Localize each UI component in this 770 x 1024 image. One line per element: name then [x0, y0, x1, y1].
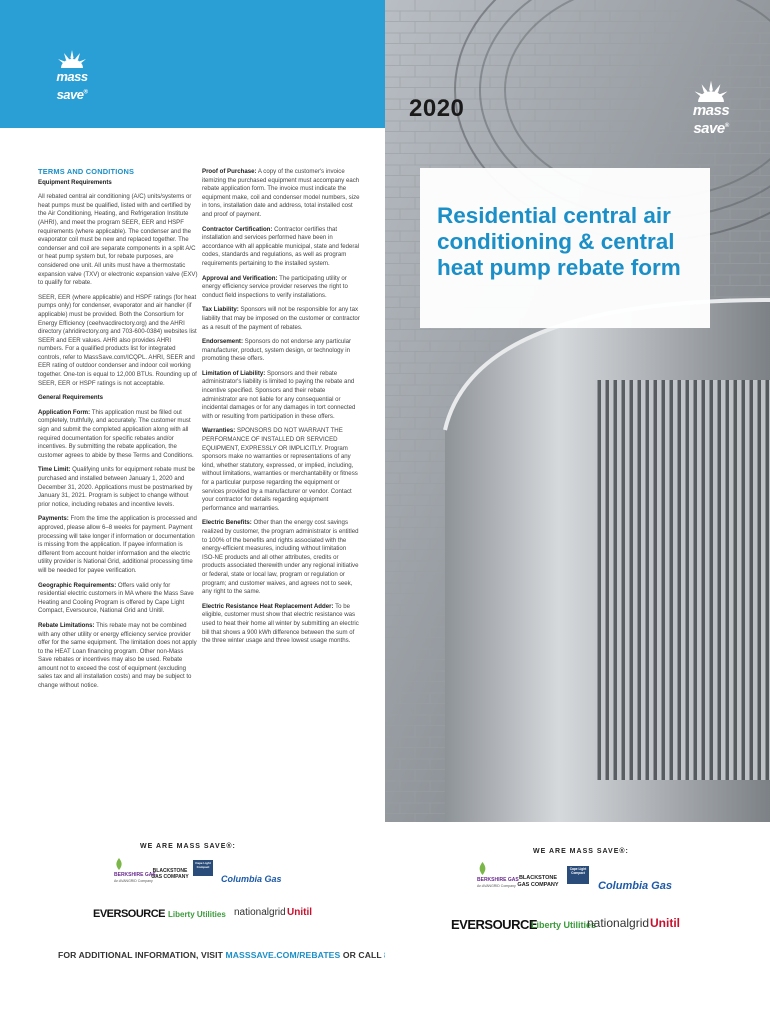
rebates-link[interactable]: MASSSAVE.COM/REBATES: [225, 950, 341, 960]
clause-text: Sponsors and their rebate administrator's liability is limited to paying the rebate and incentive specified. Sponsors and their rebate administrator are not liable for any consequential or incidental damages or for any damages in tort connected with or resulting from participation in these offers.: [202, 369, 356, 420]
columbia-gas-logo: Columbia Gas: [598, 880, 672, 892]
clause-text: Qualifying units for equipment rebate must be purchased and installed between January 1, 2020 and December 31, 2020. Applications must be postmarked by January 31, 2021. Program is subject to change without prior notice, including rebates and incentive levels.: [38, 466, 196, 508]
clause-text: Sponsors will not be responsible for any tax liability that may be imposed on the customer or contractor as a result of the payment of rebates.: [202, 306, 360, 331]
contractor-certification-clause: [202, 226, 360, 269]
equipment-paragraph-2: SEER, EER (where applicable) and HSPF ratings (for heat pumps only) for condenser, evaporator and air handler (if applicable) must be provided. Both the Consortium for Energy Efficiency (ceehvacdirectory.org) and the AHRI directory (ahridirectory.org and 703-600-0384) websites list SEER and EER values. AHRI also provides AHRI numbers. For a qualified products list for integrated controls, refer to MassSave.com/ICQPL. AHRI, SEER and EER rating of outdoor condenser and indoor coil working together. One-ton is equal to 12,000 BTUs. Rounding up of SEER, EER or HSPF ratings is not acceptable.: [38, 293, 197, 387]
electric-benefits-clause: [202, 519, 360, 596]
clause-label: Electric Benefits:: [202, 519, 252, 527]
unitil-logo: Unitil: [650, 916, 680, 930]
trademark-cover: ®: [724, 123, 729, 129]
cape-light-compact-logo: Cape Light Compact: [193, 860, 213, 876]
clause-text: The participating utility or energy efficiency service provider reserves the right to conduct field inspections to verify installations.: [202, 274, 348, 299]
general-heading: General Requirements: [38, 394, 104, 402]
electric-resistance-clause: [202, 603, 360, 646]
blackstone-gas-logo: BLACKSTONE GAS COMPANY: [517, 875, 559, 888]
clause-text: Contractor certifies that installation and services performed have been in accordance with all applicable municipal, state and federal codes, standards and regulations, as well as program requirements pertaining to the installed system.: [202, 225, 360, 267]
info-middle: OR CALL: [340, 950, 385, 960]
form-title: Residential central air conditioning & central heat pump rebate form: [437, 203, 681, 280]
berkshire-name: BERKSHIRE GAS: [114, 872, 156, 878]
terms-column-1: [38, 168, 198, 697]
eversource-logo: EVERSOURCE: [451, 917, 538, 932]
eversource-logo: EVERSOURCE: [93, 908, 166, 920]
cover-panel: [385, 0, 770, 1024]
limitation-liability-clause: [202, 370, 360, 422]
clause-label: Warranties:: [202, 427, 236, 435]
clause-text: Offers valid only for residential electric customers in MA where the Mass Save Heating and Cooling Program is offered by Cape Light Compact, Eversource, National Grid and Unitil.: [38, 581, 194, 615]
berkshire-sub: An AVANGRID Company: [114, 879, 153, 883]
clause-text: Other than the energy cost savings realized by customer, the program administrator is entitled to 100% of the benefits and rights associated with the energy-efficient measures, including without limitation ISO-NE products and all other attributes, credits or products associated therewith under any regional initiative or federal, state or local law, program or regulation or program; and customer waives, and agrees not to seek, any right to the same.: [202, 519, 359, 596]
clause-label: Application Form:: [38, 408, 91, 416]
clause-label: Contractor Certification:: [202, 225, 273, 233]
partners-heading: WE ARE MASS SAVE®:: [140, 843, 236, 850]
clause-label: Electric Resistance Heat Replacement Adder:: [202, 602, 334, 610]
equipment-paragraph-1: All rebated central air conditioning (A/C) units/systems or heat pumps must be qualified, listed with and certified by the Air Conditioning, Heating, and Refrigeration Institute (AHRI), and meet the program SEER, EER and HSPF requirements (where applicable). The condenser and the evaporator coil must be new and replaced together. The condenser and coil are separate components in a split A/C or heat pump system but, for rebate purposes, are considered one unit. All units must have a thermostatic expansion valve (TXV) or electronic expansion valve (EXV) to qualify for rebate.: [38, 193, 198, 287]
blackstone-gas-logo: BLACKSTONE GAS COMPANY: [151, 868, 189, 880]
unitil-logo: Unitil: [287, 907, 312, 918]
clause-label: Limitation of Liability:: [202, 369, 266, 377]
brand-name-cover: mass save: [692, 102, 730, 137]
clause-text: SPONSORS DO NOT WARRANT THE PERFORMANCE OF INSTALLED OR SERVICED EQUIPMENT, EXPRESSLY OR IMPLICITLY. Program sponsors make no warranties or representations of any kind, whether statutory, expressed, or implied, including, without limitations, warranties or merchantability or fitness for a particular purpose regarding the equipment or services provided by a manufacturer or vendor. Contact your contractor for details regarding equipment performance and warranties.: [202, 427, 358, 512]
sun-burst-icon: [691, 76, 731, 102]
partners-heading-cover: WE ARE MASS SAVE®:: [533, 848, 629, 855]
clause-text: Sponsors do not endorse any particular manufacturer, product, system design, or technology in promoting these offers.: [202, 338, 352, 363]
clause-text: To be eligible, customer must show that electric resistance was used to heat their home all winter by submitting an electric bill that shows a 900 kWh difference between the sum of the three winter usage and three lowest usage months.: [202, 602, 359, 645]
clause-label: Proof of Purchase:: [202, 168, 257, 175]
clause-text: This application must be filled out completely, truthfully, and accurately. The customer must sign and submit the completed application along with all required documentation for specific rebates and/or incentives. By submitting the rebate application, the customer agrees to abide by these Terms and Conditions.: [38, 408, 194, 459]
info-prefix: FOR ADDITIONAL INFORMATION, VISIT: [58, 950, 226, 960]
clause-label: Endorsement:: [202, 338, 243, 346]
clause-text: A copy of the customer's invoice itemizing the purchased equipment must accompany each rebate application form. The invoice must indicate the equipment make, coil and condenser model numbers, size in tons, installation date and address, total installed cost and proof of payment.: [202, 168, 360, 218]
clause-label: Approval and Verification:: [202, 274, 278, 282]
additional-info: [58, 950, 441, 960]
liberty-utilities-logo: Liberty Utilities: [531, 920, 597, 930]
clause-label: Time Limit:: [38, 466, 71, 474]
proof-of-purchase-clause: [202, 168, 360, 220]
cape-light-compact-logo: Cape Light Compact: [567, 866, 589, 884]
flame-icon: [477, 862, 488, 875]
equipment-heading: Equipment Requirements: [38, 178, 112, 186]
geographic-clause: [38, 582, 198, 616]
clause-text: This rebate may not be combined with any other utility or energy efficiency service provider offer for the same equipment. The limitation does not apply to the HEAT Loan financing program. Other non-Mass Save rebates or incentives may also be used. Rebate amount not to exceed the cost of equipment (excluding sales tax and all installation costs) and may be subject to change without notice.: [38, 621, 197, 690]
flame-icon: [114, 858, 124, 870]
year-label: 2020: [409, 95, 465, 122]
trademark: ®: [83, 89, 88, 96]
columbia-gas-logo: Columbia Gas: [221, 874, 282, 884]
terms-title: TERMS AND CONDITIONS: [38, 167, 135, 176]
warranties-clause: [202, 427, 360, 513]
clause-label: Rebate Limitations:: [38, 621, 95, 629]
clause-label: Tax Liability:: [202, 306, 239, 314]
berkshire-name: BERKSHIRE GAS: [477, 877, 519, 883]
liberty-utilities-logo: Liberty Utilities: [168, 910, 226, 919]
berkshire-sub: An AVANGRID Company: [477, 884, 516, 888]
national-grid-logo: nationalgrid: [587, 916, 650, 930]
clause-text: From the time the application is processed and approved, please allow 6–8 weeks for payment. Payment processing will take longer if information or documentation is missing from the application. If payee information is different from account holder information and the electric utility provider is National Grid, additional processing time will be needed for payee verification.: [38, 515, 197, 574]
clause-label: Payments:: [38, 515, 69, 523]
application-form-clause: [38, 409, 198, 461]
terms-column-2: [202, 168, 360, 652]
tax-liability-clause: [202, 306, 360, 332]
payments-clause: [38, 515, 198, 575]
approval-verification-clause: [202, 275, 360, 301]
berkshire-gas-logo: [114, 858, 154, 884]
sun-burst-icon: [55, 46, 89, 68]
national-grid-logo: nationalgrid: [234, 907, 286, 918]
clause-label: Geographic Requirements:: [38, 581, 117, 589]
time-limit-clause: [38, 466, 198, 509]
mass-save-logo-cover: [675, 76, 747, 138]
rebate-limitations-clause: [38, 622, 198, 691]
endorsement-clause: [202, 338, 360, 364]
berkshire-gas-logo: [477, 862, 517, 889]
brand-name: mass save: [56, 69, 88, 102]
mass-save-logo: [42, 46, 102, 104]
